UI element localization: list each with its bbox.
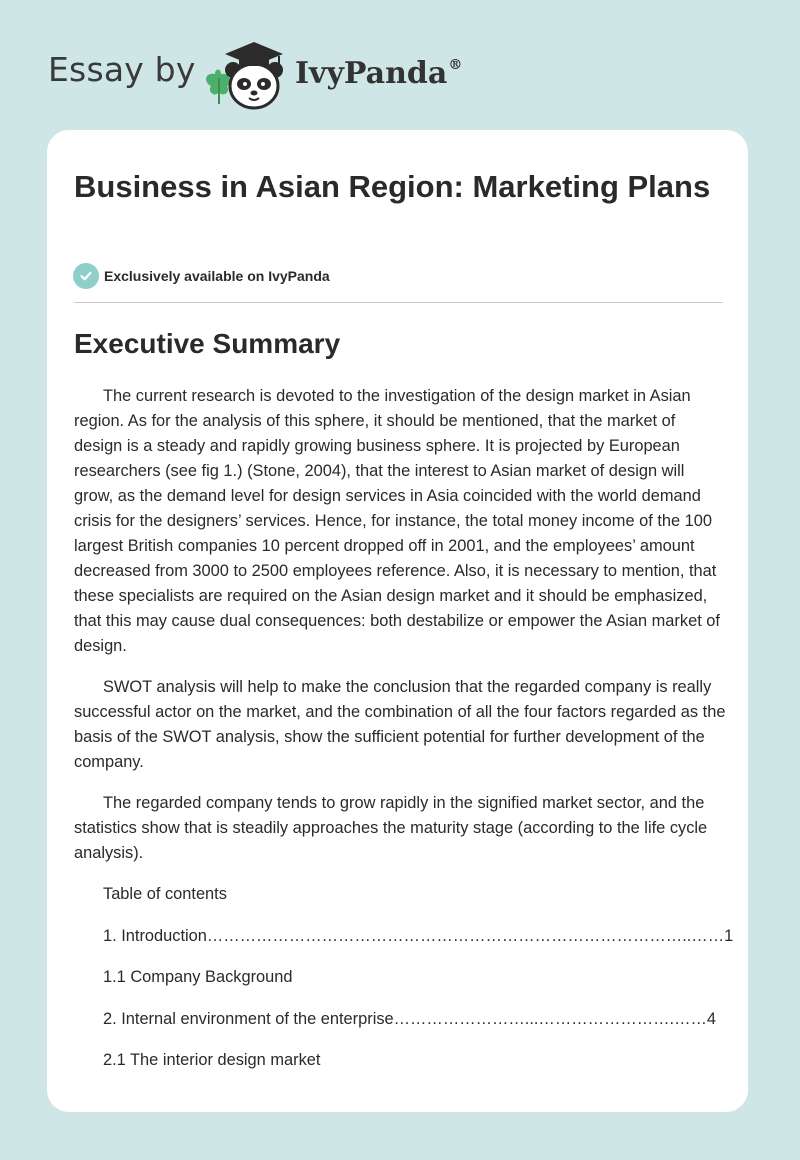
badge-text: Exclusively available on IvyPanda (104, 268, 330, 284)
ivypanda-logo[interactable] (203, 34, 293, 112)
paragraph: The regarded company tends to grow rapidly in the signified market sector, and the statistics show that is steadily approaches the maturity stage (according to the life cycle analysis). (74, 794, 708, 862)
toc-item: 2.1 The interior design market (103, 1051, 321, 1069)
registered-mark: ® (448, 57, 463, 73)
toc-heading: Table of contents (103, 885, 227, 903)
divider (74, 302, 723, 303)
exclusive-badge (73, 263, 330, 289)
paragraph: SWOT analysis will help to make the conclusion that the regarded company is really successful actor on the market, and the combination of all the four factors regarded as the basis of the SWOT analysis, show the sufficient potential for further development of the company. (74, 678, 726, 771)
essay-body (74, 384, 734, 1090)
checkmark-icon (79, 269, 93, 283)
brand-name-text: IvyPanda (295, 56, 448, 91)
panda-graduate-icon (203, 34, 293, 112)
toc-item: 1. Introduction……………………………………………………………………………..……1 (103, 926, 734, 945)
essay-card (47, 130, 748, 1112)
toc-item: 2. Internal environment of the enterprise……………………...…………………….……4 (103, 1009, 717, 1028)
essay-title: Business in Asian Region: Marketing Plans (74, 169, 711, 204)
check-circle-icon (73, 263, 99, 289)
site-header (48, 34, 508, 114)
paragraph: The current research is devoted to the investigation of the design market in Asian region. As for the analysis of this sphere, it should be mentioned, that the market of design is a steady and rapidly growing business sphere. It is projected by European researchers (see fig 1.) (Stone, 2004), that the interest to Asian market of design will grow, as the demand level for design services in Asia coincided with the world demand crisis for the designers’ services. Hence, for instance, the total money income of the 100 largest British companies 10 percent dropped off in 2001, and the employees’ amount decreased from 3000 to 2500 employees reference. Also, it is necessary to mention, that these specialists are required on the Asian design market and it should be emphasized, that this may cause dual consequences: both destabilize or empower the Asian market of design. (74, 387, 720, 655)
essay-by-label: Essay by (48, 50, 196, 89)
brand-name (295, 56, 462, 91)
toc-item: 1.1 Company Background (103, 968, 293, 986)
section-heading: Executive Summary (74, 328, 341, 359)
